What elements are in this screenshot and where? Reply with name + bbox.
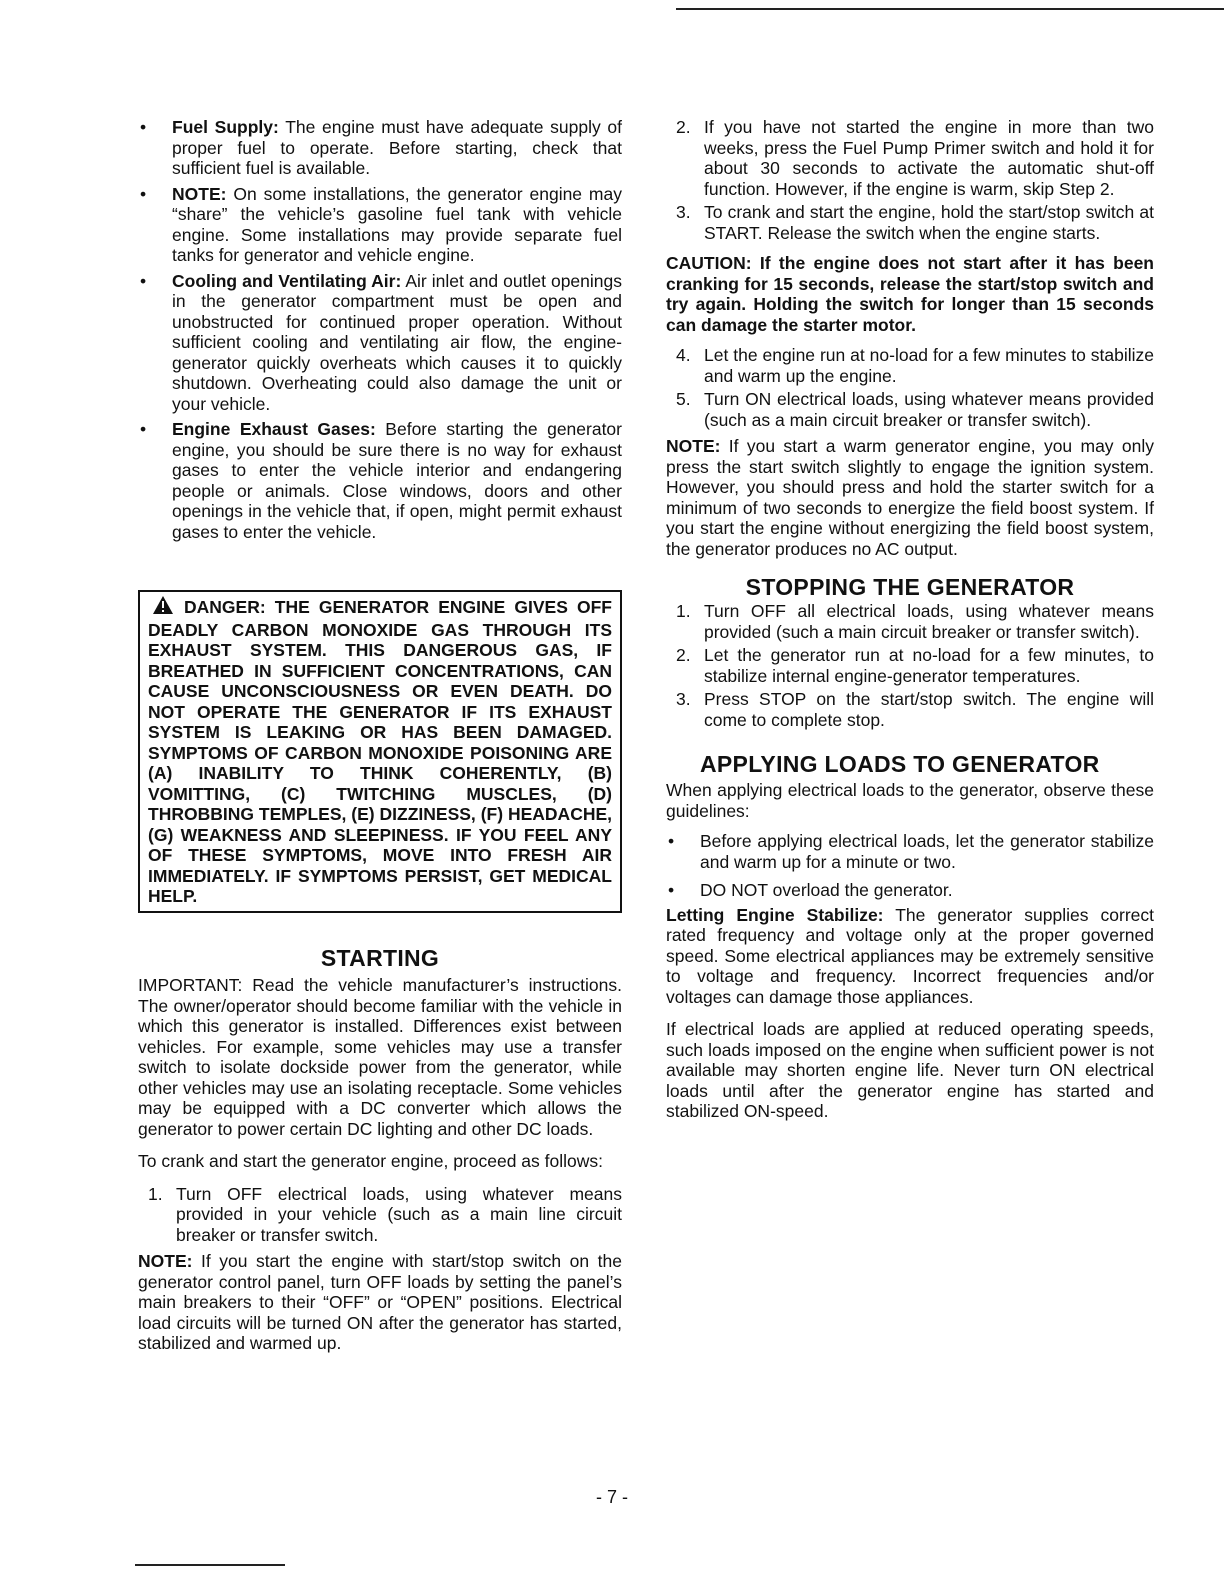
danger-section — [138, 590, 622, 913]
step-text: Turn OFF electrical loads, using whatever means provided in your vehicle (such as a main line circuit breaker or transfer switch. — [176, 1183, 622, 1245]
applying-intro: When applying electrical loads to the generator, observe these guidelines: — [666, 780, 1154, 821]
stopping-step-2 — [666, 645, 1154, 686]
bullet-fuel-supply — [138, 117, 622, 179]
stopping-step-3 — [666, 689, 1154, 730]
stopping-step-1 — [666, 601, 1154, 642]
applying-guidelines-list — [666, 831, 1154, 901]
step-text: If you have not started the engine in more than two weeks, press the Fuel Pump Primer switch and hold it for about 30 seconds to activate the automatic shut-off function. However, if the engine is warm, skip Step 2. — [704, 117, 1154, 199]
bullet-text: Before applying electrical loads, let the generator stabilize and warm up for a minute or two. — [700, 831, 1154, 872]
bullet-label: Engine Exhaust Gases: — [172, 419, 376, 439]
stabilize-label: Letting Engine Stabilize: — [666, 904, 884, 925]
bullet-note-fuel-tank — [138, 184, 622, 266]
step-text: To crank and start the engine, hold the start/stop switch at START. Release the switch when the engine starts. — [704, 202, 1154, 243]
danger-warning-box — [138, 590, 622, 913]
crank-intro: To crank and start the generator engine, proceed as follows: — [138, 1151, 603, 1171]
note-text: If you start a warm generator engine, you may only press the start switch slightly to engage the ignition system. However, you should press and hold the starter switch for a minimum of two seconds to energize the field boost system. If you start the engine without energizing the field boost system, the generator produces no AC output. — [666, 436, 1154, 559]
stopping-heading: STOPPING THE GENERATOR — [745, 574, 1075, 600]
step-number: 1. — [148, 1183, 163, 1204]
warning-triangle-icon — [152, 595, 174, 620]
top-rule — [676, 8, 1224, 10]
bullet-dot: • — [668, 831, 675, 851]
bottom-rule — [135, 1564, 285, 1566]
stopping-steps-list — [666, 601, 1154, 730]
note-warm-engine-paragraph — [666, 436, 1154, 559]
step-number: 2. — [676, 645, 691, 665]
bullet-text: Air inlet and outlet openings in the generator compartment must be open and unobstructed for continued proper operation. Without sufficient cooling and ventilating air flow, the engine-generator quickly overheats which causes it to quickly shutdown. Overheating could also damage the unit or your vehicle. — [172, 270, 622, 414]
starting-heading: STARTING — [320, 945, 440, 971]
step-text: Turn OFF all electrical loads, using whatever means provided (such a main circuit breaker or transfer switch). — [704, 601, 1154, 642]
starting-step-2 — [666, 117, 1154, 199]
guideline-bullet — [666, 880, 1154, 901]
note-loads-paragraph — [138, 1251, 622, 1354]
bullet-text: DO NOT overload the generator. — [700, 880, 953, 900]
step-number: 3. — [676, 202, 691, 222]
danger-text: DANGER: THE GENERATOR ENGINE GIVES OFF DEADLY CARBON MONOXIDE GAS THROUGH ITS EXHAUST SYSTEM. THIS DANGEROUS GAS, IF BREATHED IN SUFFICIENT CONCENTRATIONS, CAN CAUSE UNCONSCIOUSNESS OR EVEN DEATH. DO NOT OPERATE THE GENERATOR IF ITS EXHAUST SYSTEM IS LEAKING OR HAS BEEN DAMAGED. SYMPTOMS OF CARBON MONOXIDE POISONING ARE (A) INABILITY TO THINK COHERENTLY, (B) VOMITTING, (C) TWITCHING MUSCLES, (D) THROBBING TEMPLES, (E) DIZZINESS, (F) HEADACHE, (G) WEAKNESS AND SLEEPINESS. IF YOU FEEL ANY OF THESE SYMPTOMS, MOVE INTO FRESH AIR IMMEDIATELY. IF SYMPTOMS PERSIST, GET MEDICAL HELP. — [148, 597, 612, 906]
left-column — [138, 117, 622, 545]
guideline-bullet — [666, 831, 1154, 872]
step-text: Let the generator run at no-load for a few minutes, to stabilize internal engine-generator temperatures. — [704, 645, 1154, 686]
starting-step-3 — [666, 202, 1154, 243]
note-text: If you start the engine with start/stop switch on the generator control panel, turn OFF loads by setting the panel’s main breakers to their “OFF” or “OPEN” positions. Electrical load circuits will be turned ON after the generator has started, stabilized and warmed up. — [138, 1251, 622, 1353]
starting-step-5 — [666, 389, 1154, 430]
note-label: NOTE: — [666, 436, 721, 456]
stabilize-paragraph — [666, 905, 1154, 1008]
bullet-exhaust-gases — [138, 419, 622, 542]
starting-step-1 — [138, 1184, 622, 1246]
bullet-cooling-air — [138, 271, 622, 415]
applying-loads-heading: APPLYING LOADS TO GENERATOR — [700, 751, 1100, 777]
bullet-dot: • — [668, 880, 675, 900]
bullet-text: On some installations, the generator engine may “share” the vehicle’s gasoline fuel tank with vehicle engine. Some installations may provide separate fuel tanks for generator and vehicle engine. — [172, 183, 622, 265]
step-number: 2. — [676, 117, 691, 137]
bullet-dot: • — [140, 419, 147, 439]
step-text: Let the engine run at no-load for a few minutes to stabilize and warm up the engine. — [704, 345, 1154, 386]
bullet-dot: • — [140, 117, 147, 137]
bullet-text: The engine must have adequate supply of proper fuel to operate. Before starting, check that sufficient fuel is available. — [172, 117, 623, 178]
starting-steps-continued — [666, 117, 1154, 243]
starting-section — [138, 944, 622, 1354]
bullet-text: Before starting the generator engine, you should be sure there is no way for exhaust gases to enter the vehicle interior and endangering people or animals. Close windows, doors and other openings in the vehicle that, if open, might permit exhaust gases to enter the vehicle. — [172, 419, 622, 542]
starting-steps-final — [666, 345, 1154, 430]
bullet-label: Fuel Supply: — [172, 117, 279, 137]
starting-step-4 — [666, 345, 1154, 386]
bullet-label: Cooling and Ventilating Air: — [172, 270, 402, 291]
bullet-label: NOTE: — [172, 183, 227, 204]
starting-steps-list — [138, 1184, 622, 1246]
right-column — [666, 117, 1154, 1122]
bullet-dot: • — [140, 270, 147, 291]
precaution-list — [138, 117, 622, 542]
caution-paragraph: CAUTION: If the engine does not start after it has been cranking for 15 seconds, release the start/stop switch and try again. Holding the switch for longer than 15 seconds can damage the starter motor. — [666, 253, 1154, 335]
step-number: 4. — [676, 345, 691, 365]
step-number: 3. — [676, 689, 691, 709]
note-label: NOTE: — [138, 1251, 193, 1271]
important-paragraph: IMPORTANT: Read the vehicle manufacturer’s instructions. The owner/operator should become familiar with the vehicle in which this generator is installed. Differences exist between vehicles. For example, some vehicles may use a transfer switch to isolate dockside power from the generator, while other vehicles may use an isolating receptacle. Some vehicles may be equipped with a DC converter which allows the generator to power certain DC lighting and other DC loads. — [138, 975, 622, 1139]
page-number: - 7 - — [595, 1487, 628, 1507]
step-text: Turn ON electrical loads, using whatever means provided (such as a main circuit breaker or transfer switch). — [704, 389, 1154, 430]
step-number: 1. — [676, 601, 691, 621]
bullet-dot: • — [140, 183, 147, 204]
step-text: Press STOP on the start/stop switch. The engine will come to complete stop. — [704, 689, 1154, 730]
step-number: 5. — [676, 389, 691, 409]
stabilize-text: The generator supplies correct rated frequency and voltage only at the proper governed speed. Some electrical appliances may be extremely sensitive to voltage and frequency. Incorrect frequencies and/or voltages can damage those appliances. — [666, 904, 1155, 1007]
reduced-speed-paragraph: If electrical loads are applied at reduced operating speeds, such loads imposed on the engine when sufficient power is not available may shorten engine life. Never turn ON electrical loads until after the generator engine has started and stabilized ON-speed. — [666, 1019, 1154, 1121]
